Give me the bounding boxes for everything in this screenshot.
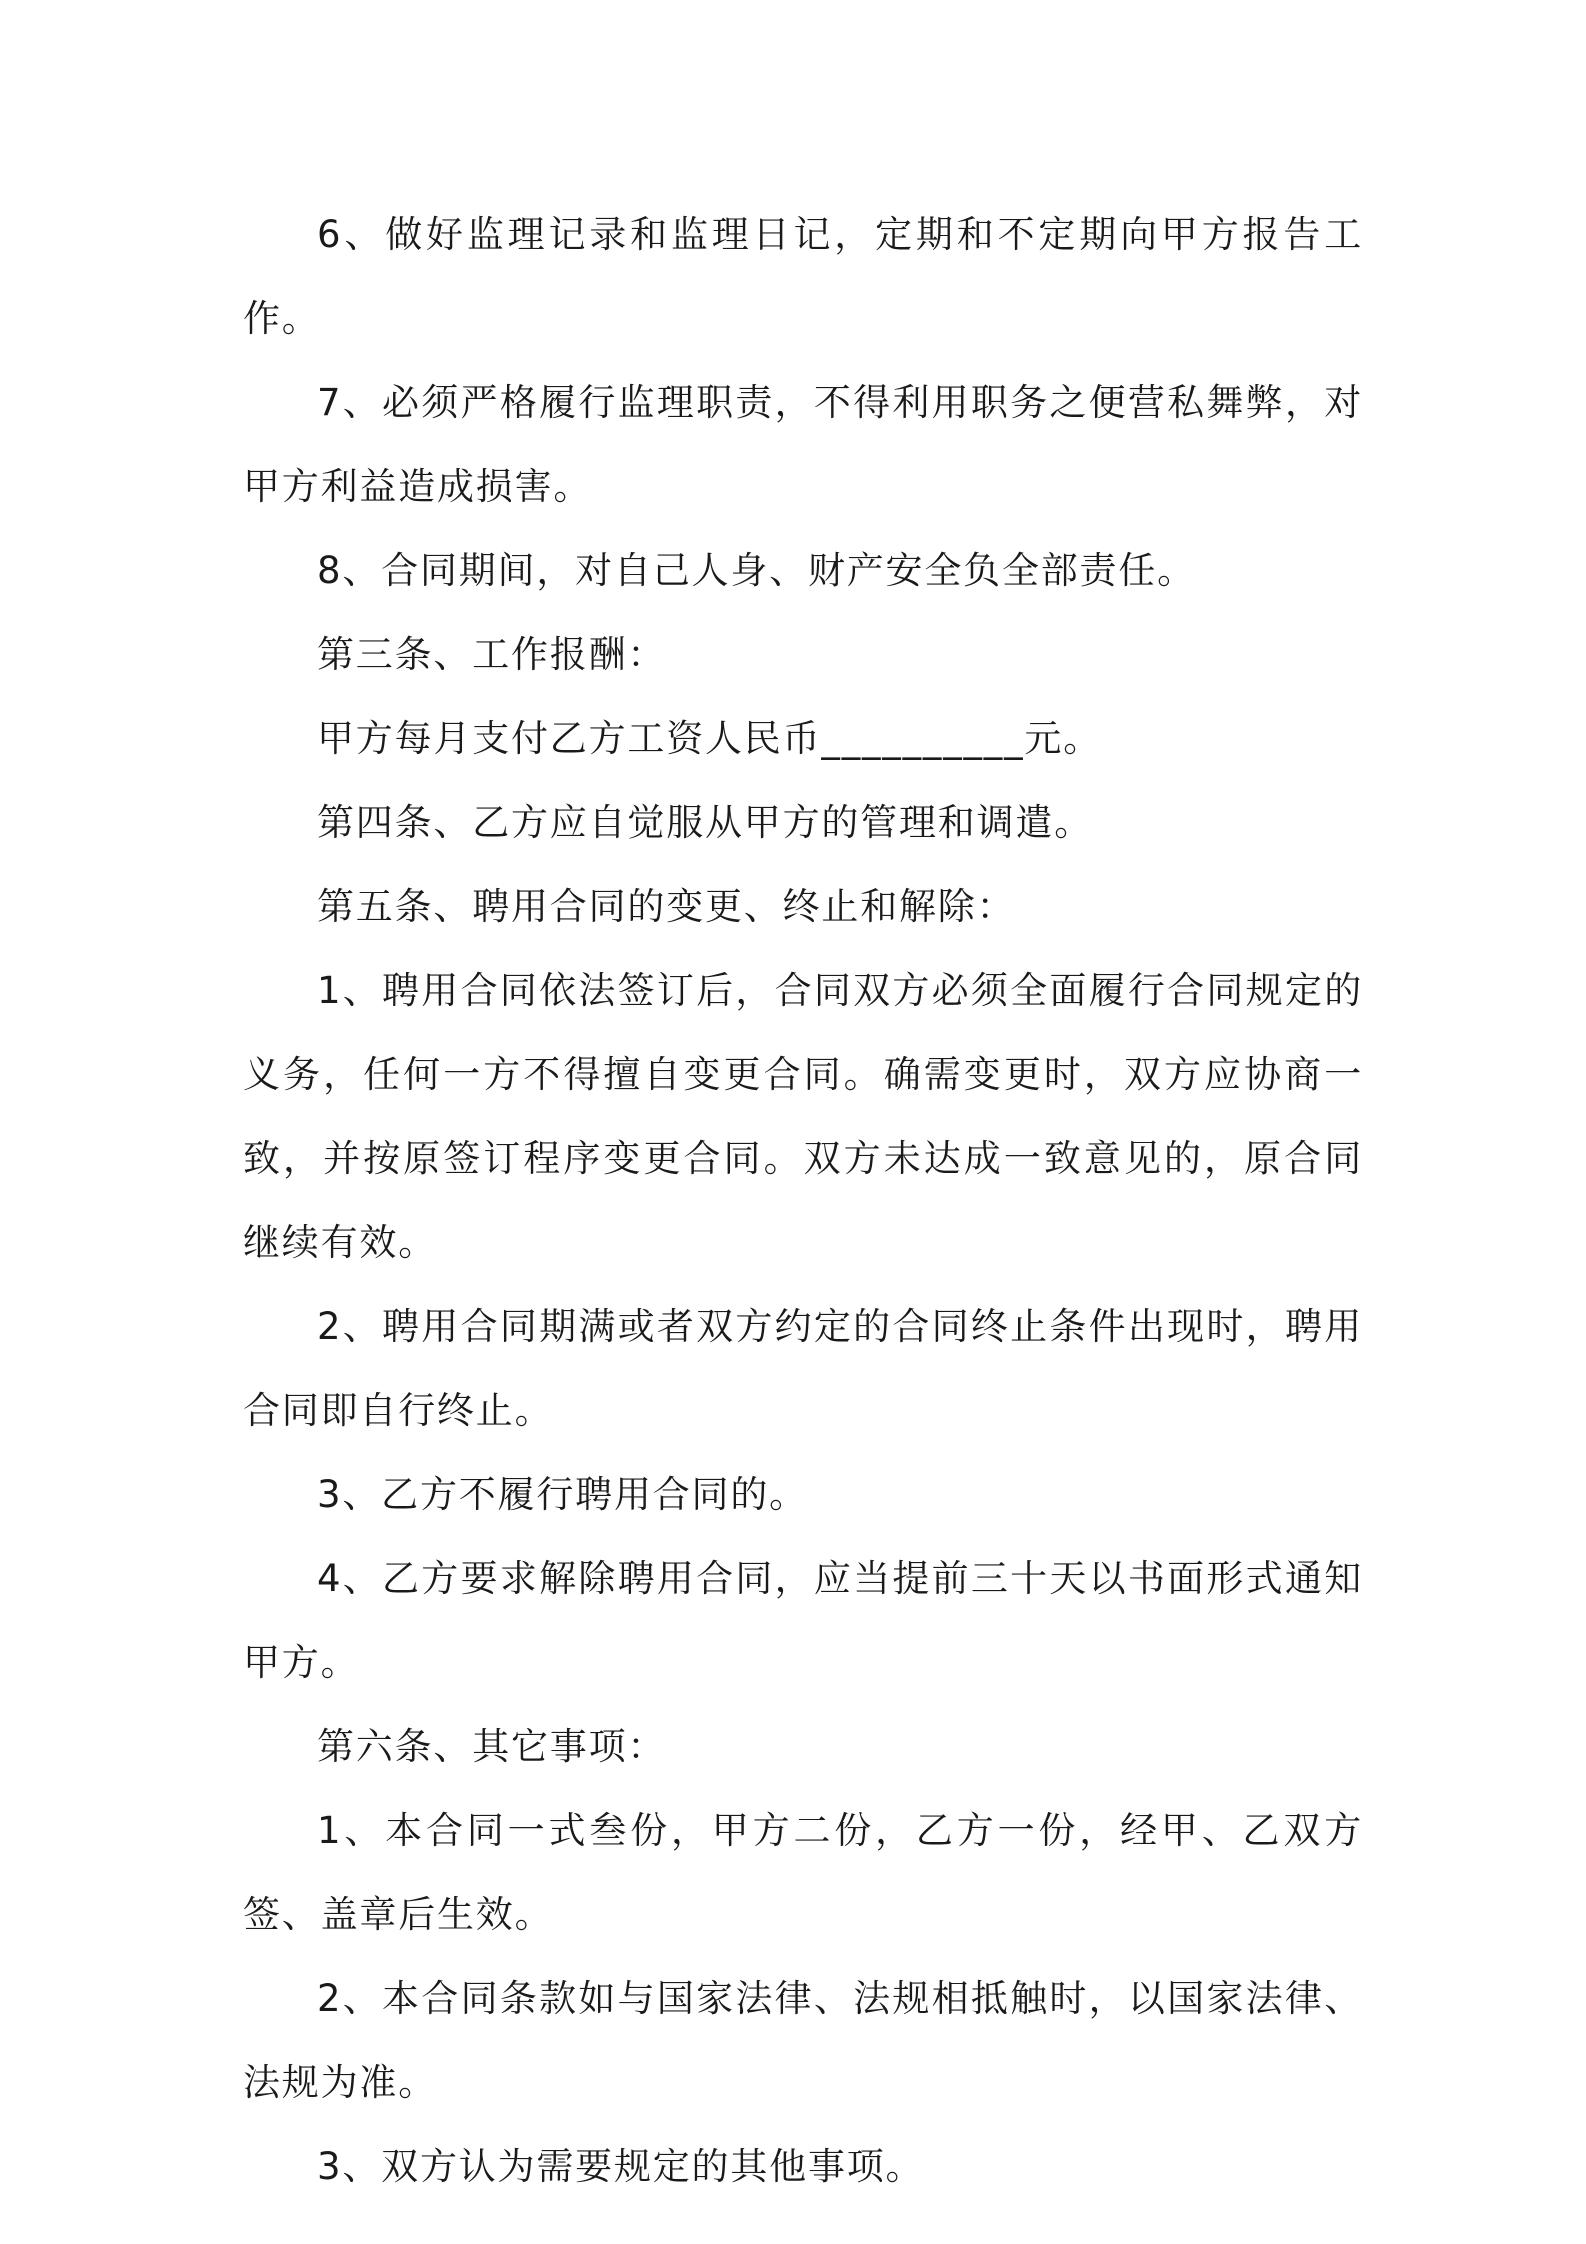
article-5-item-3: 3、乙方不履行聘用合同的。 [317, 1473, 808, 1516]
article-3-heading: 第三条、工作报酬： [317, 633, 667, 676]
article-5-heading: 第五条、聘用合同的变更、终止和解除： [317, 885, 1016, 928]
article-6-item-2: 2、本合同条款如与国家法律、法规相抵触时，以国家法律、法规为准。 [243, 1977, 1363, 2104]
article-4: 第四条、乙方应自觉服从甲方的管理和调遣。 [317, 801, 1093, 844]
article-5-item-4: 4、乙方要求解除聘用合同，应当提前三十天以书面形式通知甲方。 [243, 1557, 1363, 1684]
paragraph-item-7: 7、必须严格履行监理职责，不得利用职务之便营私舞弊，对甲方利益造成损害。 [243, 381, 1363, 508]
document-body [243, 193, 1363, 2209]
salary-clause: 甲方每月支付乙方工资人民币__________元。 [317, 717, 1102, 760]
article-6-heading: 第六条、其它事项： [317, 1725, 667, 1768]
article-6-item-3: 3、双方认为需要规定的其他事项。 [317, 2145, 925, 2188]
article-5-item-2: 2、聘用合同期满或者双方约定的合同终止条件出现时，聘用合同即自行终止。 [243, 1305, 1363, 1432]
article-5-item-1: 1、聘用合同依法签订后，合同双方必须全面履行合同规定的义务，任何一方不得擅自变更合同。确需变更时，双方应协商一致，并按原签订程序变更合同。双方未达成一致意见的，原合同继续有效。 [243, 969, 1363, 1264]
paragraph-item-6: 6、做好监理记录和监理日记，定期和不定期向甲方报告工作。 [243, 213, 1363, 340]
paragraph-item-8: 8、合同期间，对自己人身、财产安全负全部责任。 [317, 549, 1196, 592]
article-6-item-1: 1、本合同一式叁份，甲方二份，乙方一份，经甲、乙双方签、盖章后生效。 [243, 1809, 1363, 1936]
